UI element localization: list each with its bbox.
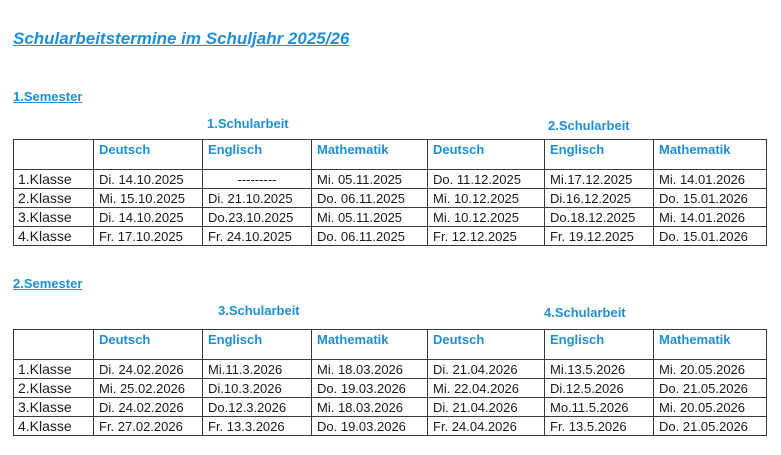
date-cell: Di. 14.10.2025 [94,170,203,189]
date-cell: Di. 21.10.2025 [203,189,312,208]
date-cell: Fr. 19.12.2025 [545,227,654,246]
table-row [14,417,767,436]
date-cell: Do. 21.05.2026 [654,417,767,436]
table-row [14,189,767,208]
klasse-label: 4.Klasse [14,227,94,246]
date-cell: Mi. 14.01.2026 [654,170,767,189]
date-cell: Do. 15.01.2026 [654,189,767,208]
table-row [14,360,767,379]
table-header-row [14,140,767,170]
date-cell: Fr. 13.5.2026 [545,417,654,436]
date-cell: Fr. 24.04.2026 [428,417,545,436]
klasse-label: 4.Klasse [14,417,94,436]
date-cell: Do. 15.01.2026 [654,227,767,246]
date-cell: Mi. 10.12.2025 [428,208,545,227]
date-cell: --------- [203,170,312,189]
date-cell: Di. 14.10.2025 [94,208,203,227]
date-cell: Do. 19.03.2026 [312,417,428,436]
header-englisch: Englisch [545,330,654,360]
date-cell: Mo.11.5.2026 [545,398,654,417]
date-cell: Do. 06.11.2025 [312,189,428,208]
schularbeit-1-label: 1.Schularbeit [207,116,289,131]
header-englisch: Englisch [203,140,312,170]
header-deutsch: Deutsch [94,330,203,360]
date-cell: Mi. 15.10.2025 [94,189,203,208]
date-cell: Mi. 22.04.2026 [428,379,545,398]
schularbeit-3-label: 3.Schularbeit [218,303,300,318]
table-row [14,398,767,417]
semester-1-table [13,139,767,246]
date-cell: Mi.17.12.2025 [545,170,654,189]
header-mathematik: Mathematik [654,330,767,360]
date-cell: Do. 11.12.2025 [428,170,545,189]
date-cell: Di.12.5.2026 [545,379,654,398]
date-cell: Mi. 20.05.2026 [654,398,767,417]
header-deutsch: Deutsch [428,140,545,170]
klasse-label: 1.Klasse [14,170,94,189]
date-cell: Mi. 05.11.2025 [312,170,428,189]
header-corner [14,330,94,360]
date-cell: Di. 24.02.2026 [94,398,203,417]
date-cell: Mi. 10.12.2025 [428,189,545,208]
table-row [14,227,767,246]
date-cell: Mi. 20.05.2026 [654,360,767,379]
date-cell: Fr. 24.10.2025 [203,227,312,246]
date-cell: Mi. 25.02.2026 [94,379,203,398]
date-cell: Mi. 05.11.2025 [312,208,428,227]
date-cell: Do. 21.05.2026 [654,379,767,398]
header-deutsch: Deutsch [428,330,545,360]
klasse-label: 2.Klasse [14,189,94,208]
page-title: Schularbeitstermine im Schuljahr 2025/26 [13,29,350,48]
date-cell: Fr. 17.10.2025 [94,227,203,246]
date-cell: Di. 24.02.2026 [94,360,203,379]
date-cell: Di. 21.04.2026 [428,360,545,379]
header-mathematik: Mathematik [654,140,767,170]
semester-2-table [13,329,767,436]
schularbeit-4-label: 4.Schularbeit [544,305,626,320]
klasse-label: 2.Klasse [14,379,94,398]
semester-2-heading: 2.Semester [13,276,83,291]
date-cell: Mi. 18.03.2026 [312,398,428,417]
header-englisch: Englisch [203,330,312,360]
date-cell: Do. 19.03.2026 [312,379,428,398]
header-englisch: Englisch [545,140,654,170]
table-row [14,170,767,189]
klasse-label: 3.Klasse [14,208,94,227]
date-cell: Mi.11.3.2026 [203,360,312,379]
date-cell: Di.16.12.2025 [545,189,654,208]
date-cell: Do.23.10.2025 [203,208,312,227]
date-cell: Di.10.3.2026 [203,379,312,398]
header-mathematik: Mathematik [312,140,428,170]
date-cell: Do.18.12.2025 [545,208,654,227]
table-row [14,208,767,227]
table-header-row [14,330,767,360]
header-mathematik: Mathematik [312,330,428,360]
date-cell: Di. 21.04.2026 [428,398,545,417]
date-cell: Mi. 14.01.2026 [654,208,767,227]
date-cell: Mi. 18.03.2026 [312,360,428,379]
header-deutsch: Deutsch [94,140,203,170]
date-cell: Do. 06.11.2025 [312,227,428,246]
schularbeit-2-label: 2.Schularbeit [548,118,630,133]
header-corner [14,140,94,170]
klasse-label: 3.Klasse [14,398,94,417]
date-cell: Fr. 27.02.2026 [94,417,203,436]
date-cell: Do.12.3.2026 [203,398,312,417]
klasse-label: 1.Klasse [14,360,94,379]
table-row [14,379,767,398]
semester-1-heading: 1.Semester [13,89,83,104]
date-cell: Fr. 13.3.2026 [203,417,312,436]
date-cell: Fr. 12.12.2025 [428,227,545,246]
date-cell: Mi.13.5.2026 [545,360,654,379]
